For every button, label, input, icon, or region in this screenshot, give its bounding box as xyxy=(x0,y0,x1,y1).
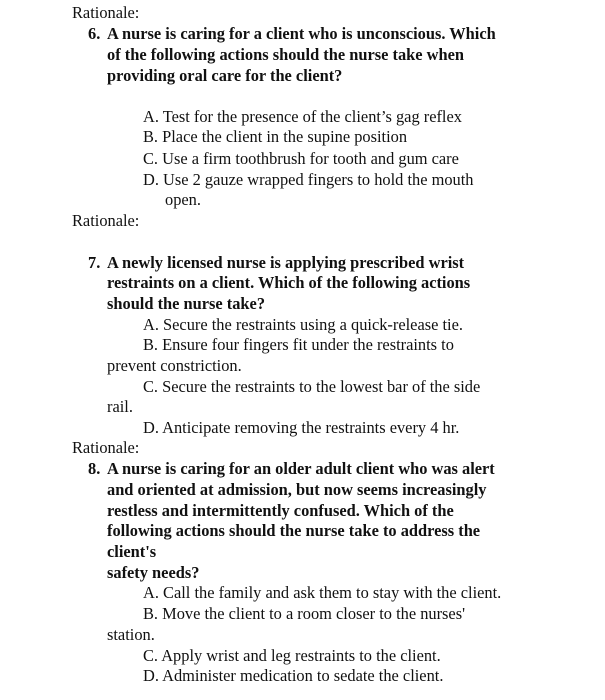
q7-option-b-continuation: prevent constriction. xyxy=(107,356,242,375)
q7-stem-line-2: restraints on a client. Which of the following actions xyxy=(107,273,471,292)
q7-option-d: D. Anticipate removing the restraints every 4 hr. xyxy=(143,418,460,437)
q6-option-d-continuation: open. xyxy=(165,190,201,209)
q7-option-b: B. Ensure four fingers fit under the restraints to xyxy=(143,335,454,354)
q8-stem-line-6: safety needs? xyxy=(107,563,200,582)
q7-option-c-continuation: rail. xyxy=(107,397,133,416)
q6-stem-line-3: providing oral care for the client? xyxy=(107,66,343,85)
q7-stem-line-3: should the nurse take? xyxy=(107,294,266,313)
q8-option-c: C. Apply wrist and leg restraints to the client. xyxy=(143,646,441,665)
rationale-label: Rationale: xyxy=(72,438,140,457)
rationale-label: Rationale: xyxy=(72,3,140,22)
q7-number: 7. xyxy=(88,253,101,272)
q8-stem-line-4: following actions should the nurse take to address the xyxy=(107,521,481,540)
q6-stem-line-1: A nurse is caring for a client who is unconscious. Which xyxy=(107,24,496,43)
q6-option-a: A. Test for the presence of the client’s gag reflex xyxy=(143,107,462,126)
q7-stem-line-1: A newly licensed nurse is applying prescribed wrist xyxy=(107,253,465,272)
q6-stem-line-2: of the following actions should the nurse take when xyxy=(107,45,464,64)
q8-option-b-continuation: station. xyxy=(107,625,155,644)
q8-stem-line-1: A nurse is caring for an older adult client who was alert xyxy=(107,459,495,478)
q6-option-d: D. Use 2 gauze wrapped fingers to hold the mouth xyxy=(143,170,474,189)
q6-option-b: B. Place the client in the supine position xyxy=(143,127,408,146)
q8-stem-line-3: restless and intermittently confused. Which of the xyxy=(107,501,454,520)
q6-option-c: C. Use a firm toothbrush for tooth and gum care xyxy=(143,149,459,168)
q8-option-a: A. Call the family and ask them to stay with the client. xyxy=(143,583,502,602)
rationale-label: Rationale: xyxy=(72,211,140,230)
q8-stem-line-5: client's xyxy=(107,542,157,561)
q8-option-d: D. Administer medication to sedate the client. xyxy=(143,666,444,685)
q8-option-b: B. Move the client to a room closer to the nurses' xyxy=(143,604,466,623)
q6-number: 6. xyxy=(88,24,101,43)
q7-option-a: A. Secure the restraints using a quick-release tie. xyxy=(143,315,463,334)
q8-number: 8. xyxy=(88,459,101,478)
q7-option-c: C. Secure the restraints to the lowest bar of the side xyxy=(143,377,481,396)
q8-stem-line-2: and oriented at admission, but now seems increasingly xyxy=(107,480,487,499)
